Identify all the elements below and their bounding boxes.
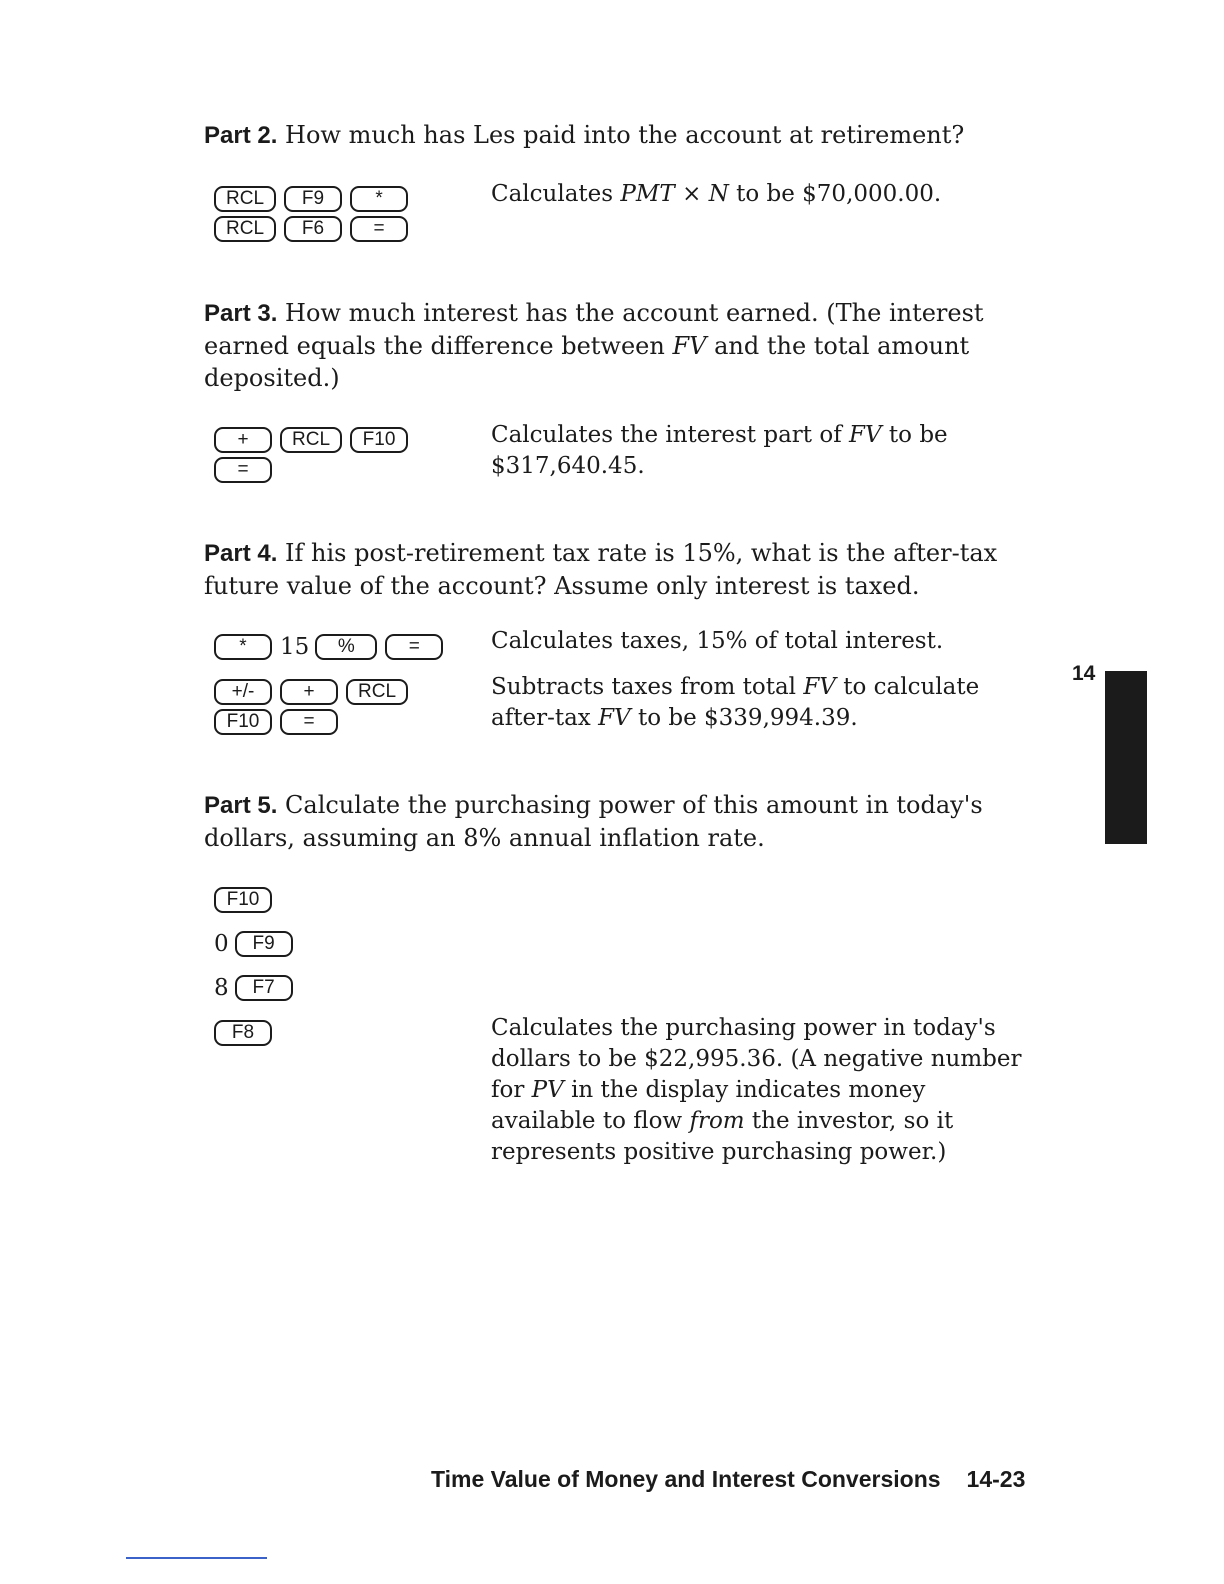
part3-question: How much interest has the account earned. (The interest earned equals the difference between [204,299,984,360]
description-text: Calculates the interest part of [491,422,850,448]
chapter-tab-marker [1105,671,1147,844]
calculator-key-equals: = [214,457,272,483]
calculator-key-change-sign: +/- [214,679,272,705]
calculator-key-equals: = [280,709,338,735]
part3-keystrokes [214,425,416,485]
part3-question: and the total amount deposited.) [204,332,970,392]
part3-heading [204,297,994,394]
description-text: Calculates the purchasing power in today's dollars to be $22,995.36. (A negative number for [491,1015,1022,1103]
calculator-key-rcl: RCL [280,427,342,453]
part2-description [491,179,1051,210]
variable-fv: FV [598,705,631,731]
entry-number: 15 [280,634,310,660]
entry-number: 8 [214,975,229,1001]
footer-page-number: 14-23 [966,1466,1026,1492]
variable-pmt: PMT [620,181,675,207]
scan-edge-line [126,1557,267,1559]
part2-question: How much has Les paid into the account at retirement? [285,121,965,149]
keystroke-row [214,885,280,915]
keystroke-row [214,214,416,244]
calculator-key-f10: F10 [214,887,272,913]
part4-question: If his post-retirement tax rate is 15%, what is the after-tax future value of the account? Assume only interest is taxed. [204,539,998,600]
variable-fv: FV [672,332,707,360]
description-text: to be $70,000.00. [728,181,942,207]
chapter-tab-number: 14 [1072,662,1096,685]
part4-keystrokes-2 [214,677,416,737]
description-text: × [674,181,709,207]
part5-question: Calculate the purchasing power of this amount in today's dollars, assuming an 8% annual inflation rate. [204,791,983,852]
calculator-key-plus: + [214,427,272,453]
calculator-key-f7: F7 [235,975,293,1001]
part4-description-2 [491,672,1011,734]
part3-label: Part 3. [204,300,278,327]
calculator-key-rcl: RCL [214,216,276,242]
part2-heading [204,119,1004,152]
keystroke-row [214,707,416,737]
keystroke-row [214,184,416,214]
calculator-key-plus: + [280,679,338,705]
part3-description [491,420,991,482]
calculator-key-multiply: * [214,634,272,660]
calculator-key-f10: F10 [214,709,272,735]
part4-label: Part 4. [204,540,278,567]
keystroke-row [214,455,416,485]
calculator-key-percent: % [315,634,377,660]
description-text: Calculates taxes, 15% of total interest. [491,628,944,654]
calculator-key-equals: = [385,634,443,660]
page-footer [431,1466,1025,1493]
variable-n: N [708,181,729,207]
part5-description [491,1013,1036,1168]
keystroke-row [214,632,451,662]
part2-label: Part 2. [204,122,278,149]
part4-description-1 [491,626,1011,657]
keystroke-row [214,1018,280,1048]
part2-keystrokes [214,184,416,244]
part5-heading [204,789,1004,854]
entry-number: 0 [214,931,229,957]
description-text: to be $339,994.39. [630,705,858,731]
calculator-key-f10: F10 [350,427,408,453]
description-text: Subtracts taxes from total [491,674,804,700]
calculator-key-rcl: RCL [346,679,408,705]
keystroke-row [214,929,301,959]
calculator-key-f9: F9 [284,186,342,212]
description-text: to be $317,640.45. [491,422,948,479]
calculator-key-equals: = [350,216,408,242]
emphasis-from: from [689,1108,745,1134]
variable-fv: FV [849,422,882,448]
keystroke-row [214,973,301,1003]
calculator-key-multiply: * [350,186,408,212]
variable-fv: FV [803,674,836,700]
part4-heading [204,537,1014,602]
keystroke-row [214,677,416,707]
variable-pv: PV [531,1077,564,1103]
description-text: in the display indicates money available to flow [491,1077,926,1134]
calculator-key-f6: F6 [284,216,342,242]
description-text: the investor, so it represents positive purchasing power.) [491,1108,954,1165]
part5-label: Part 5. [204,792,278,819]
description-text: to calculate after-tax [491,674,980,731]
calculator-key-f8: F8 [214,1020,272,1046]
description-text: Calculates [491,181,621,207]
footer-chapter-title: Time Value of Money and Interest Conversions [431,1466,941,1492]
keystroke-row [214,425,416,455]
calculator-key-rcl: RCL [214,186,276,212]
calculator-key-f9: F9 [235,931,293,957]
part4-keystrokes-1 [214,632,451,662]
